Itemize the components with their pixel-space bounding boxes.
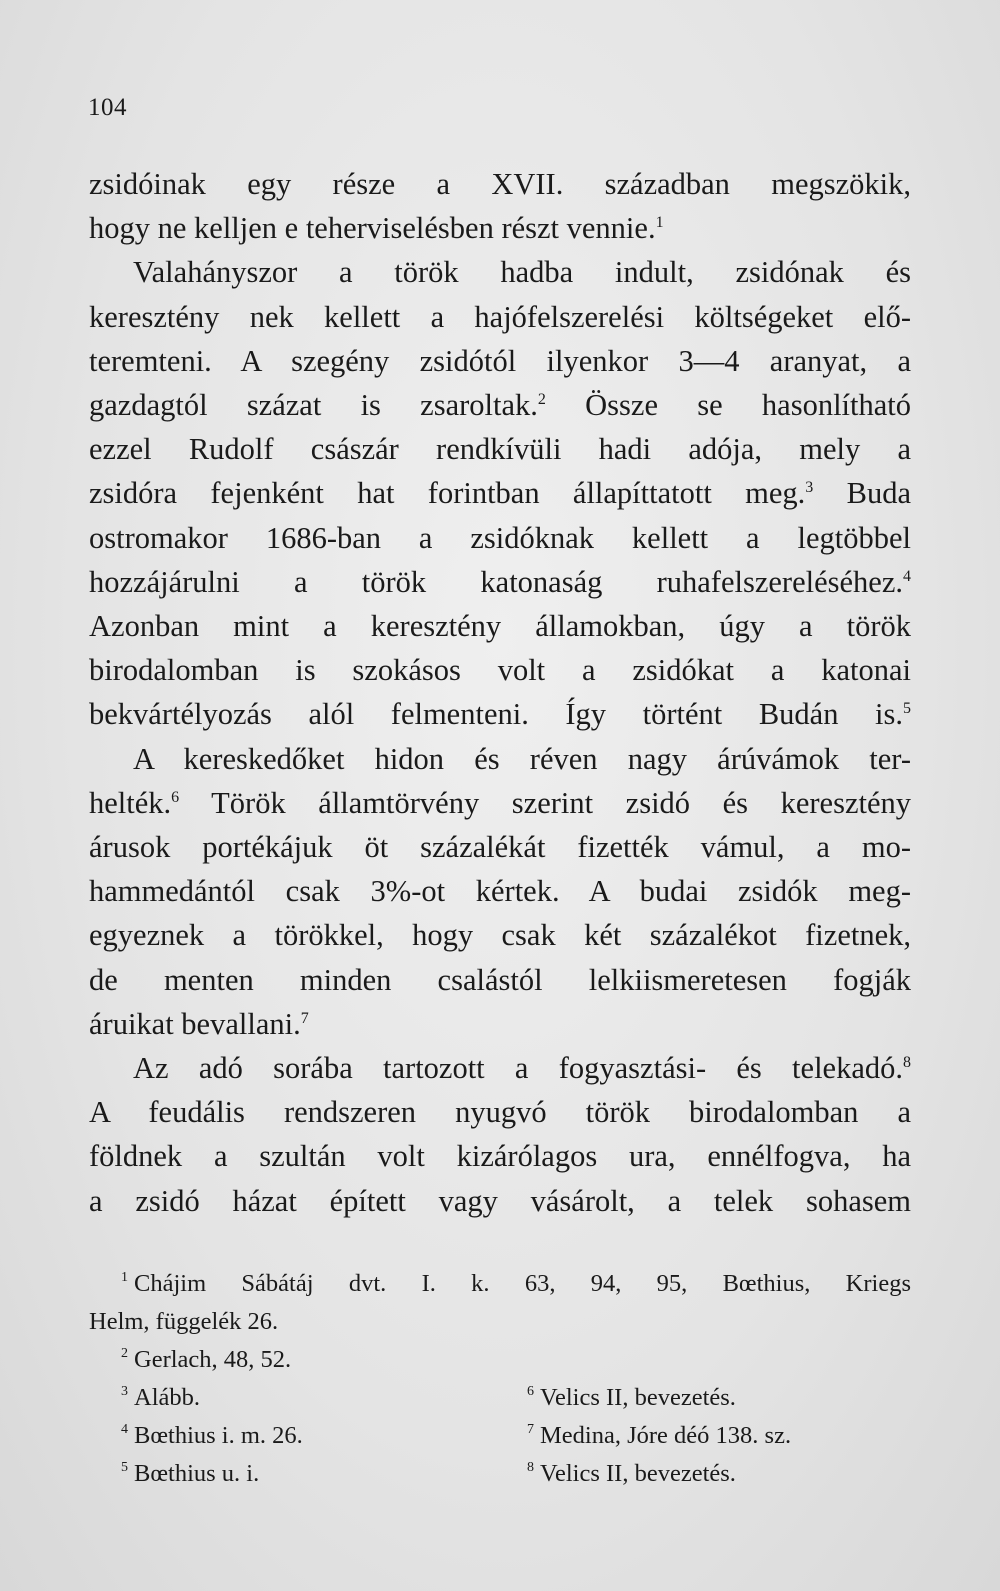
footnote-mark: 6 (527, 1384, 534, 1399)
text-line: teremteni. A szegény zsidótól ilyenkor 3—4 aranyat, a (89, 343, 911, 378)
text-line: a zsidó házat épített vagy vásárolt, a telek sohasem (89, 1183, 911, 1218)
footnote-row (89, 1379, 911, 1417)
footnote-reference: 5 (903, 700, 911, 718)
footnote-reference: 8 (903, 1054, 911, 1072)
text-line: de menten minden csalástól lelkiismeretesen fogják (89, 962, 911, 997)
text-line: ezzel Rudolf császár rendkívüli hadi adója, mely a (89, 432, 911, 467)
text-line: A kereskedőket hidon és réven nagy árúvámok ter- (133, 741, 911, 776)
text-line: helték.$^6$ Török államtörvény szerint zsidó és keresztény (89, 785, 911, 820)
footnote-6: $^6$ Velics II, bevezetés. (527, 1384, 736, 1411)
text-line: hogy ne kelljen e teherviselésben részt vennie.$^1$ (89, 211, 664, 246)
text-line: Az adó sorába tartozott a fogyasztási- és telekadó.$^8$ (133, 1051, 911, 1086)
text-line: Azonban mint a keresztény államokban, úgy a török (89, 609, 911, 644)
footnote-row (89, 1455, 911, 1493)
text-line: földnek a szultán volt kizárólagos ura, ennélfogva, ha (89, 1139, 911, 1174)
footnote-reference: 6 (171, 788, 180, 806)
footnote-5: $^5$ Bœthius u. i. (121, 1460, 260, 1487)
text-line: árusok portékájuk öt százalékát fizették vámul, a mo- (89, 830, 911, 865)
footnote-reference: 7 (300, 1009, 309, 1027)
footnote-8: $^8$ Velics II, bevezetés. (527, 1460, 736, 1487)
text-line: zsidóra fejenként hat forintban állapíttatott meg.$^3$ Buda (89, 476, 911, 511)
footnote-reference: 1 (655, 214, 664, 232)
footnote-mark: 5 (121, 1460, 128, 1475)
footnote-7: $^7$ Medina, Jóre déó 138. sz. (527, 1422, 792, 1449)
text-line: ostromakor 1686-ban a zsidóknak kellett a legtöbbel (89, 520, 911, 555)
text-line: zsidóinak egy része a XVII. században megszökik, (89, 167, 911, 201)
text-line: áruikat bevallani.$^7$ (89, 1006, 309, 1041)
footnote-mark: 2 (121, 1346, 128, 1361)
footnote-4: $^4$ Bœthius i. m. 26. (121, 1422, 303, 1449)
text-line: bekvártélyozás alól felmenteni. Így történt Budán is.$^5$ (89, 697, 911, 732)
footnote-mark: 8 (527, 1460, 534, 1475)
footnotes (89, 1265, 911, 1493)
footnote-mark: 4 (121, 1422, 128, 1437)
text-line: A feudális rendszeren nyugvó török birodalomban a (89, 1095, 911, 1130)
text-line: Valahányszor a török hadba indult, zsidónak és (133, 255, 911, 290)
footnote-1-continuation: Helm, függelék 26. (89, 1308, 279, 1335)
text-line: hozzájárulni a török katonaság ruhafelszereléséhez.$^4$ (89, 564, 911, 599)
text-line: hammedántól csak 3%-ot kértek. A budai zsidók meg- (89, 874, 911, 909)
footnote-1: $^1$ Chájim Sábátáj dvt. I. k. 63, 94, 95, Bœthius, Kriegs (121, 1270, 911, 1297)
text-line: gazdagtól százat is zsaroltak.$^2$ Össze se hasonlítható (89, 388, 911, 423)
footnote-3: $^3$ Alább. (121, 1384, 200, 1411)
footnote-mark: 3 (121, 1384, 128, 1399)
footnote-mark: 7 (527, 1422, 534, 1437)
footnote-reference: 2 (537, 391, 546, 409)
body-text (89, 162, 911, 1223)
footnote-2: $^2$ Gerlach, 48, 52. (121, 1346, 292, 1373)
footnote-mark: 1 (121, 1270, 128, 1285)
footnote-row (89, 1417, 911, 1455)
footnote-reference: 3 (805, 479, 814, 497)
text-line: keresztény nek kellett a hajófelszerelési költségeket elő- (89, 299, 911, 334)
text-line: egyeznek a törökkel, hogy csak két százalékot fizetnek, (89, 918, 911, 953)
footnote-reference: 4 (903, 567, 911, 585)
page-number: 104 (88, 94, 127, 121)
text-line: birodalomban is szokásos volt a zsidókat a katonai (89, 653, 911, 688)
